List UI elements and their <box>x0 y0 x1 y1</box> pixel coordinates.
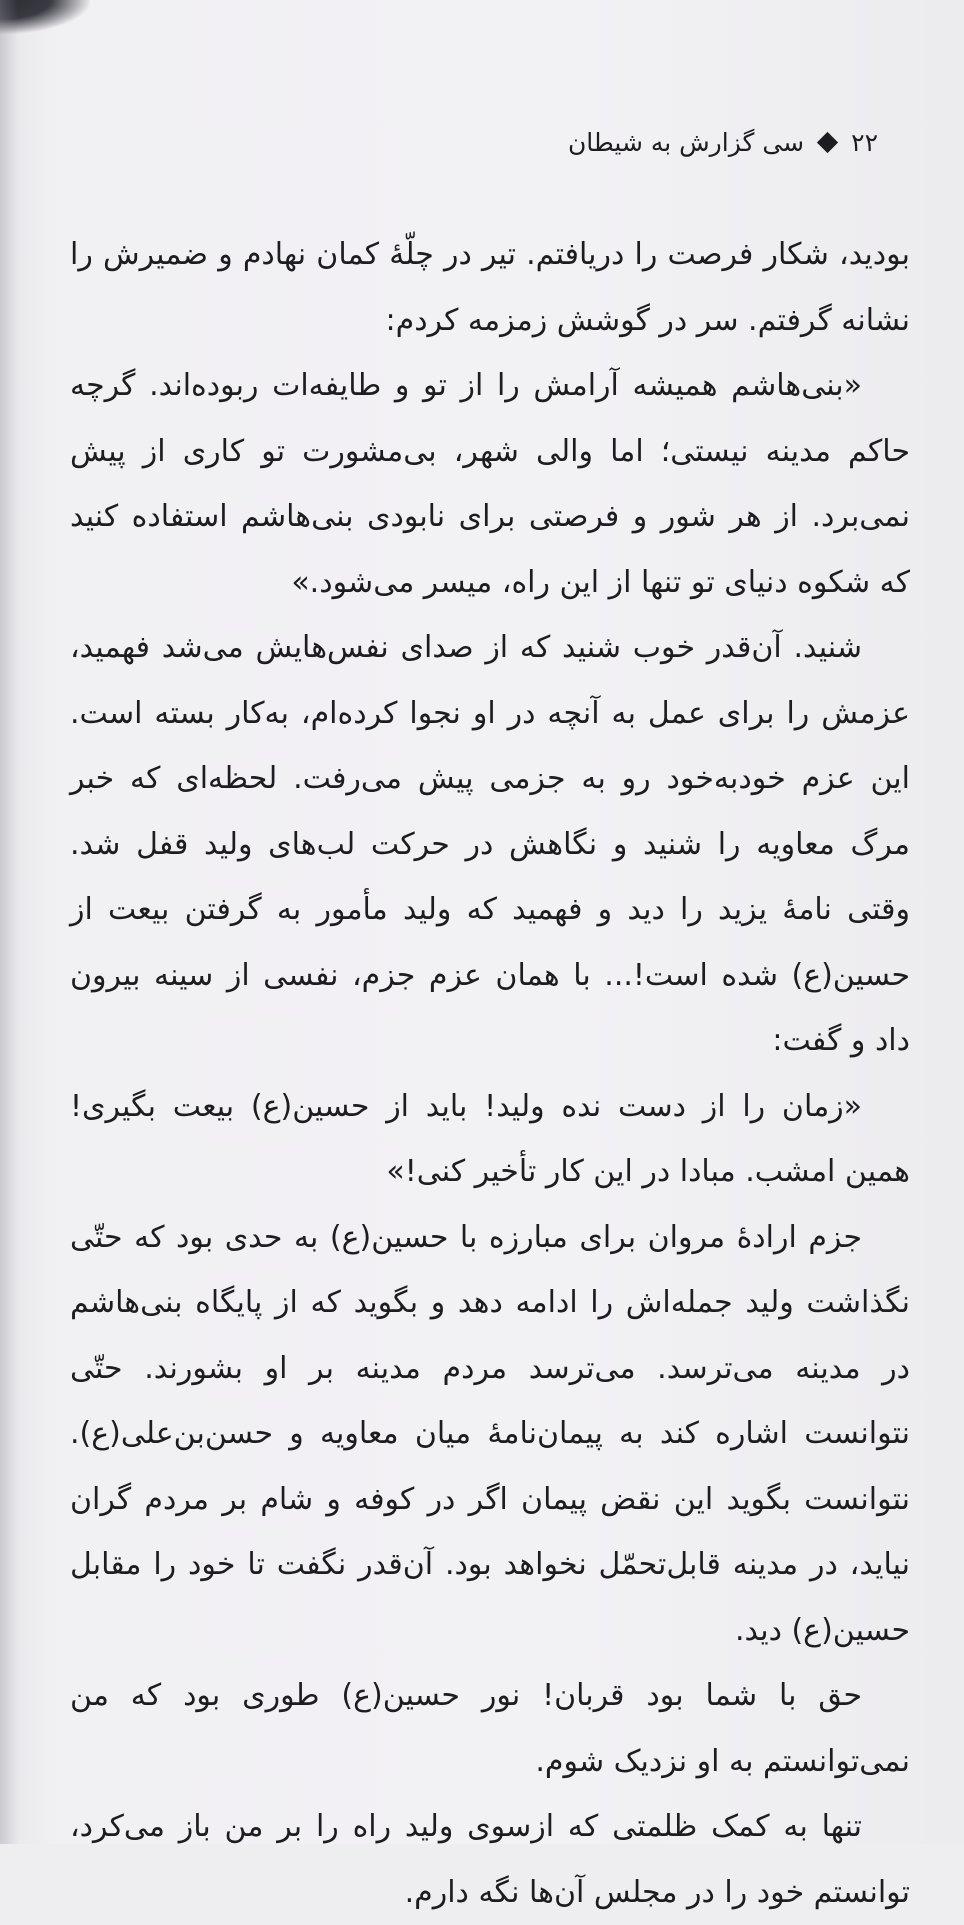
page-edge-shade <box>0 0 18 1844</box>
page-number: ۲۲ <box>851 128 878 157</box>
paragraph-7: تنها به کمک ظلمتی که ازسوی ولید راه را بر من باز می‌کرد، توانستم خود را در مجلس آن‌ها نگه دارم. <box>70 1809 910 1910</box>
paragraph-5: جزم ارادهٔ مروان برای مبارزه با حسین(ع) به حدی بود که حتّی نگذاشت ولید جمله‌اش را ادامه دهد و بگوید که از پایگاه بنی‌هاشم در مدینه می‌ترسد. می‌ترسد مردم مدینه بر او بشورند. حتّی نتوانست اشاره کند به پیمان‌نامهٔ میان معاویه و حسن‌بن‌علی(ع). نتوانست بگوید این نقض پیمان اگر در کوفه و شام بر مردم گران نیاید، در مدینه قابل‌تحمّل نخواهد بود. آن‌قدر نگفت تا خود را مقابل حسین(ع) دید. <box>70 1219 910 1648</box>
paragraph-4: «زمان را از دست نده ولید! باید از حسین(ع) بیعت بگیری! همین امشب. مبادا در این کار تأخیر کنی!» <box>70 1088 910 1189</box>
paragraph-3: شنید. آن‌قدر خوب شنید که از صدای نفس‌هایش می‌شد فهمید، عزمش را برای عمل به آنچه در او نجوا کرده‌ام، به‌کار بسته است. این عزم خودبه‌خود رو به جزمی پیش می‌رفت. لحظه‌ای که خبر مرگ معاویه را شنید و نگاهش در حرکت لب‌های ولید قفل شد. وقتی نامهٔ یزید را دید و فهمید که ولید مأمور به گرفتن بیعت از حسین(ع) شده است!... با همان عزم جزم، نفسی از سینه بیرون داد و گفت: <box>70 630 910 1058</box>
paragraph-1: بودید، شکار فرصت را دریافتم. تیر در چلّهٔ کمان نهادم و ضمیرش را نشانه گرفتم. سر در گوشش زمزمه کردم: <box>70 237 910 338</box>
diamond-separator-icon <box>817 132 838 153</box>
paragraph-6: حق با شما بود قربان! نور حسین(ع) طوری بود که من نمی‌توانستم به او نزدیک شوم. <box>70 1678 910 1779</box>
book-title: سی گزارش به شیطان <box>567 128 805 157</box>
running-header <box>568 128 878 157</box>
paragraph-2: «بنی‌هاشم همیشه آرامش را از تو و طایفه‌ات ربوده‌اند. گرچه حاکم مدینه نیستی؛ اما والی شهر، بی‌مشورت تو کاری از پیش نمی‌برد. از هر شور و فرصتی برای نابودی بنی‌هاشم استفاده کنید که شکوه دنیای تو تنها از این راه، میسر می‌شود.» <box>70 368 910 600</box>
body-text <box>70 222 910 1925</box>
